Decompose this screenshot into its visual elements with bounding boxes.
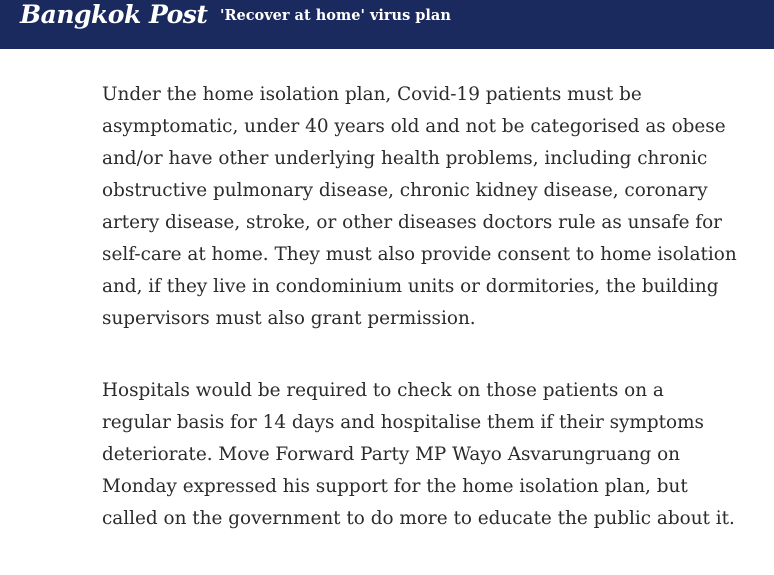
article-headline: 'Recover at home' virus plan: [220, 7, 451, 24]
site-header: [0, 0, 774, 49]
article-paragraph-1: Under the home isolation plan, Covid-19 patients must be asymptomatic, under 40 years old and not be categorised as obese and/or have other underlying health problems, including chronic obstructive pulmonary disease, chronic kidney disease, coronary artery disease, stroke, or other diseases doctors rule as unsafe for self-care at home. They must also provide consent to home isolation and, if they live in condominium units or dormitories, the building supervisors must also grant permission.: [102, 84, 737, 329]
bangkok-post-logo[interactable]: Bangkok Post: [20, 0, 208, 29]
article-paragraph-2: Hospitals would be required to check on those patients on a regular basis for 14 days and hospitalise them if their symptoms deteriorate. Move Forward Party MP Wayo Asvarungruang on Monday expressed his support for the home isolation plan, but called on the government to do more to educate the public about it.: [102, 380, 735, 529]
article-body: [102, 79, 737, 575]
